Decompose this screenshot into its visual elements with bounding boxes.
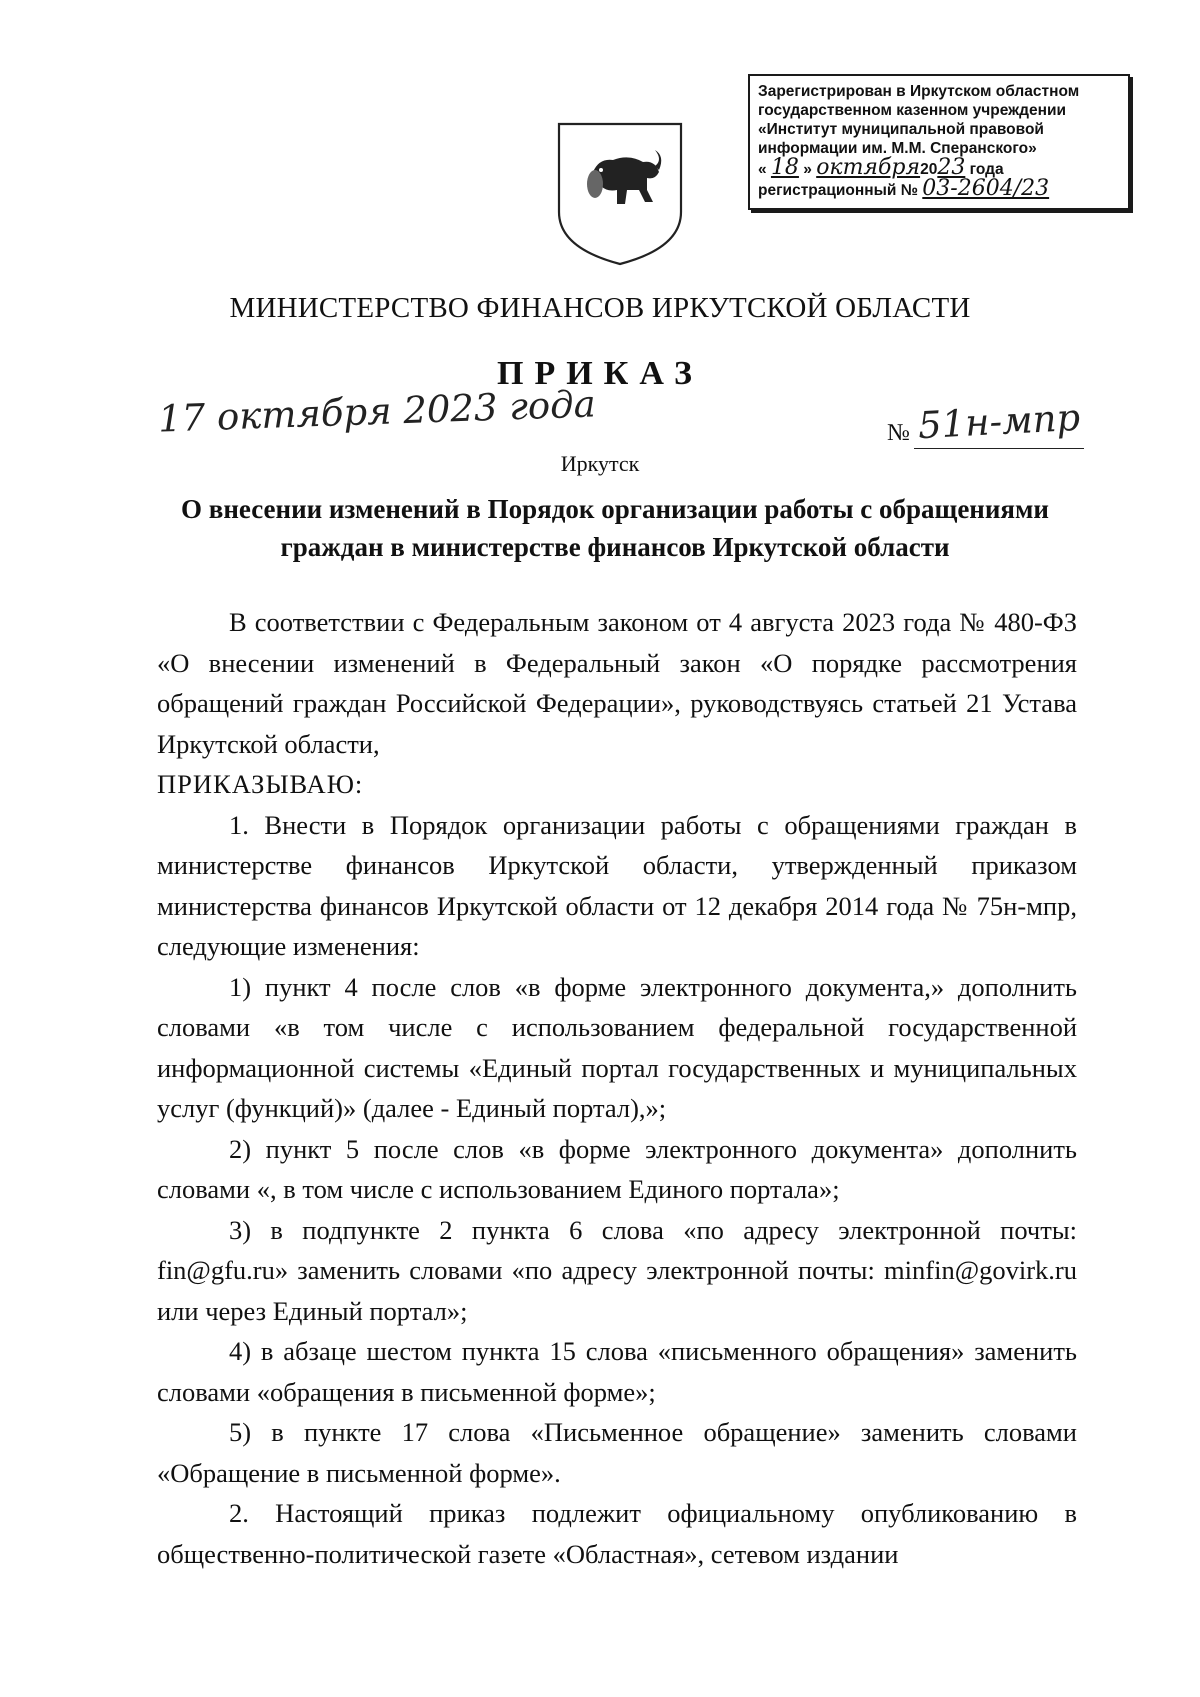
intro-paragraph: В соответствии с Федеральным законом от 4 августа 2023 года № 480-ФЗ «О внесении изменений в Федеральный закон «О порядке рассмотрения обращений граждан Российской Федерации», руководствуясь статьей 21 Устава Иркутской области, (157, 607, 1077, 759)
item-2-paragraph: 2. Настоящий приказ подлежит официальному опубликованию в общественно-политической газете «Областная», сетевом издании (157, 1498, 1077, 1569)
registration-stamp (748, 74, 1130, 210)
document-body (157, 602, 1077, 1574)
stamp-line-1: Зарегистрирован в Иркутском областном (758, 83, 1080, 100)
handwritten-number: 51н-мпр (916, 395, 1082, 448)
stamp-year-prefix: 20 (920, 161, 938, 178)
stamp-line-3: «Институт муниципальной правовой (758, 121, 1044, 138)
document-type-heading: ПРИКАЗ (497, 355, 703, 392)
ministry-name: МИНИСТЕРСТВО ФИНАНСОВ ИРКУТСКОЙ ОБЛАСТИ (229, 292, 971, 324)
subitem-1-paragraph: 1) пункт 4 после слов «в форме электронного документа,» дополнить словами «в том числе с использованием федеральной государственной информационной системы «Единый портал государственных и муниципальных услуг (функций)» (далее - Единый портал),»; (157, 971, 1077, 1123)
stamp-day-close: » (803, 161, 812, 178)
handwritten-date: 17 октября 2023 года (157, 382, 597, 441)
order-word: ПРИКАЗЫВАЮ: (157, 769, 364, 799)
stamp-year-handwritten: 23 (937, 155, 966, 180)
title-line-1: О внесении изменений в Порядок организации работы с обращениями (181, 494, 1049, 524)
stamp-line-4: информации им. М.М. Сперанского» (758, 140, 1037, 157)
stamp-year-suffix: года (969, 161, 1004, 178)
subitem-4-paragraph: 4) в абзаце шестом пункта 15 слова «письменного обращения» заменить словами «обращения в письменной форме»; (157, 1336, 1077, 1407)
subitem-3-paragraph: 3) в подпункте 2 пункта 6 слова «по адресу электронной почты: fin@gfu.ru» заменить словами «по адресу электронной почты: minfin@govirk.ru или через Единый портал»; (157, 1214, 1077, 1326)
item-1-paragraph: 1. Внести в Порядок организации работы с обращениями граждан в министерстве финансов Иркутской области, утвержденный приказом министерства финансов Иркутской области от 12 декабря 2014 года № 75н-мпр, следующие изменения: (157, 809, 1077, 961)
coat-of-arms-emblem (555, 120, 685, 268)
stamp-reg-number-handwritten: 03-2604/23 (922, 176, 1050, 201)
subitem-5-paragraph: 5) в пункте 17 слова «Письменное обращение» заменить словами «Обращение в письменной форме». (157, 1417, 1077, 1488)
stamp-day-handwritten: 18 (770, 155, 799, 180)
stamp-line-2: государственном казенном учреждении (758, 102, 1067, 119)
number-label: № (887, 420, 910, 446)
city-name: Иркутск (560, 451, 640, 476)
title-line-2: граждан в министерстве финансов Иркутской области (280, 532, 950, 562)
stamp-day-open: « (758, 161, 767, 178)
document-title (150, 490, 1080, 566)
stamp-reg-line (758, 176, 1120, 201)
stamp-month-handwritten: октября (816, 155, 921, 180)
number-underline (914, 448, 1084, 449)
subitem-2-paragraph: 2) пункт 5 после слов «в форме электронного документа» дополнить словами «, в том числе с использованием Единого портала»; (157, 1133, 1077, 1204)
stamp-reg-label: регистрационный № (758, 182, 918, 199)
